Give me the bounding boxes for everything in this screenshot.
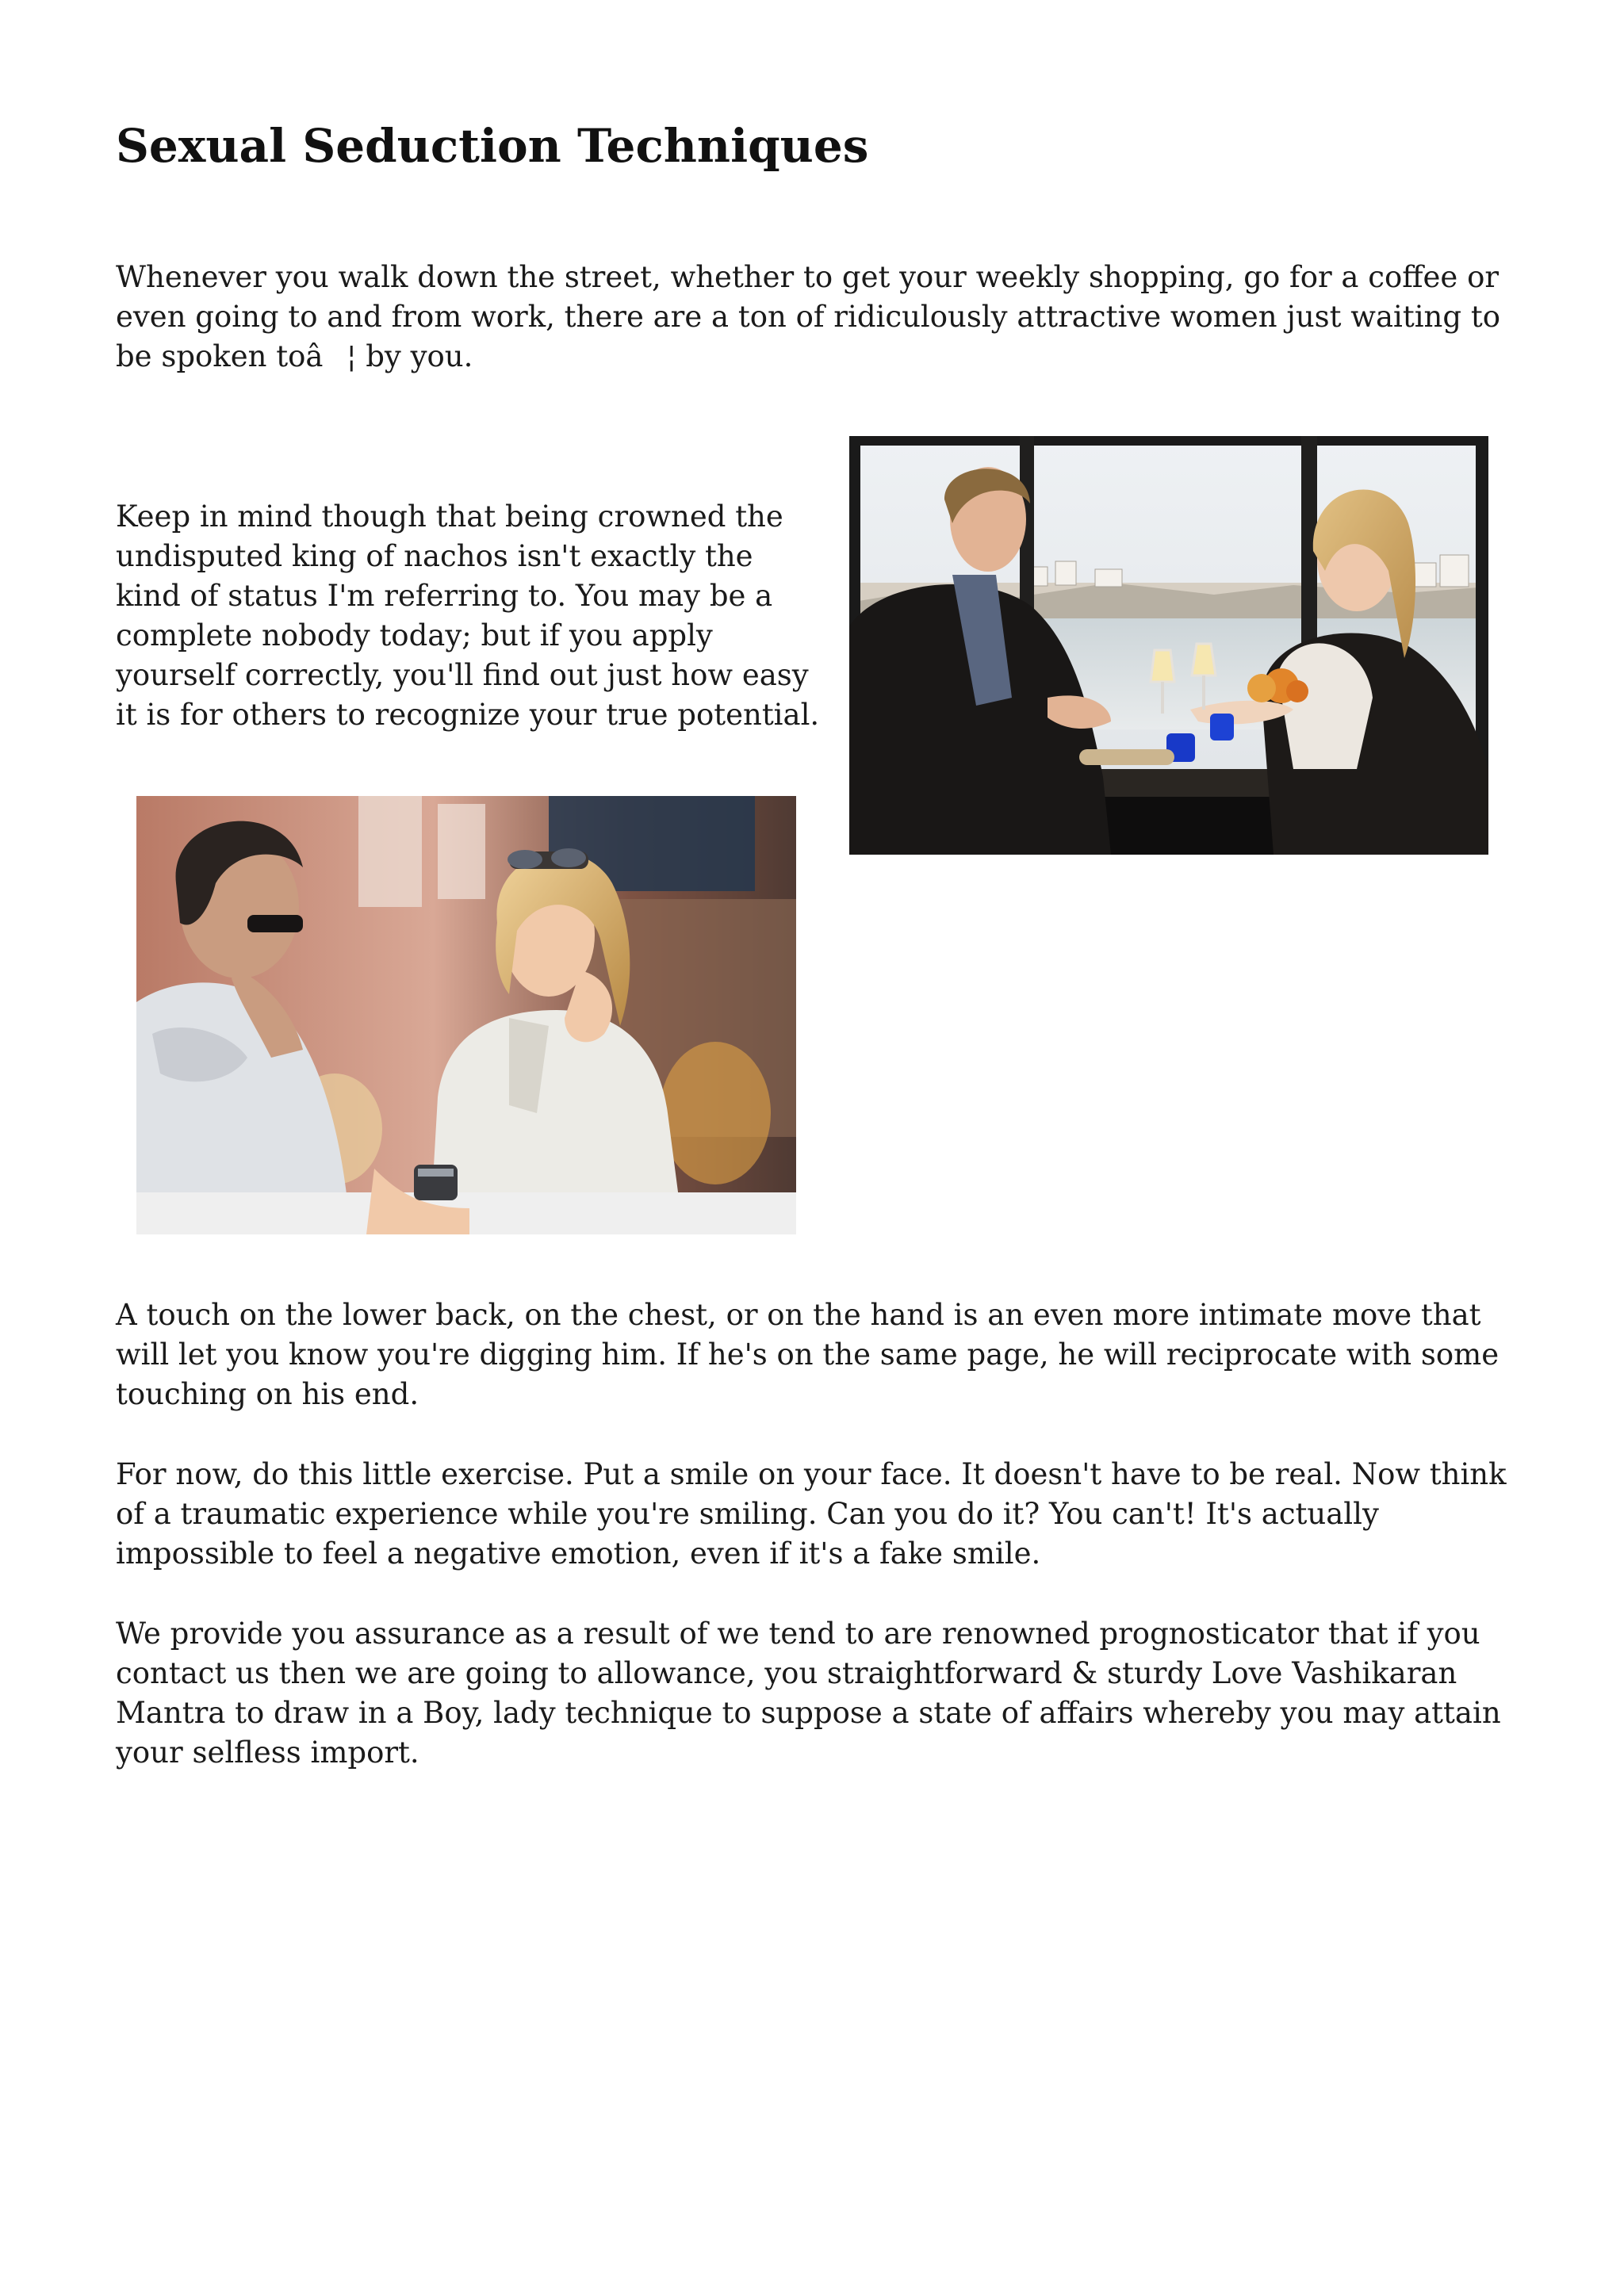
paragraph-assurance: We provide you assurance as a result of we tend to are renowned prognosticator that if you contact us then we are going to allowance, you straightforward & sturdy Love Vashikaran Mantra to draw in a Boy, lady technique to suppose a state of affairs whereby you may attain your selfless import. xyxy=(116,1617,1501,1770)
paragraph-touch: A touch on the lower back, on the chest, or on the hand is an even more intimate move that will let you know you're digging him. If he's on the same page, he will reciprocate with some touching on his end. xyxy=(116,1298,1500,1411)
paragraph-intro: Whenever you walk down the street, whether to get your weekly shopping, go for a coffee or even going to and from work, there are a ton of ridiculously attractive women just waiting to be spoken toâ¦ by you. xyxy=(116,260,1500,373)
couple-restaurant-photo xyxy=(849,436,1488,855)
page-title: Sexual Seduction Techniques xyxy=(116,119,869,173)
paragraph-smile-exercise: For now, do this little exercise. Put a smile on your face. It doesn't have to be real. Now think of a traumatic experience while you're smiling. Can you do it? You can't! It's actually impossible to feel a negative emotion, even if it's a fake smile. xyxy=(116,1457,1507,1571)
couple-cafe-photo xyxy=(136,796,796,1234)
paragraph-keep-in-mind: Keep in mind though that being crowned the undisputed king of nachos isn't exactly the kind of status I'm referring to. You may be a complete nobody today; but if you apply yourself correctly, you'll find out just how easy it is for others to recognize your true potential. xyxy=(116,499,820,732)
